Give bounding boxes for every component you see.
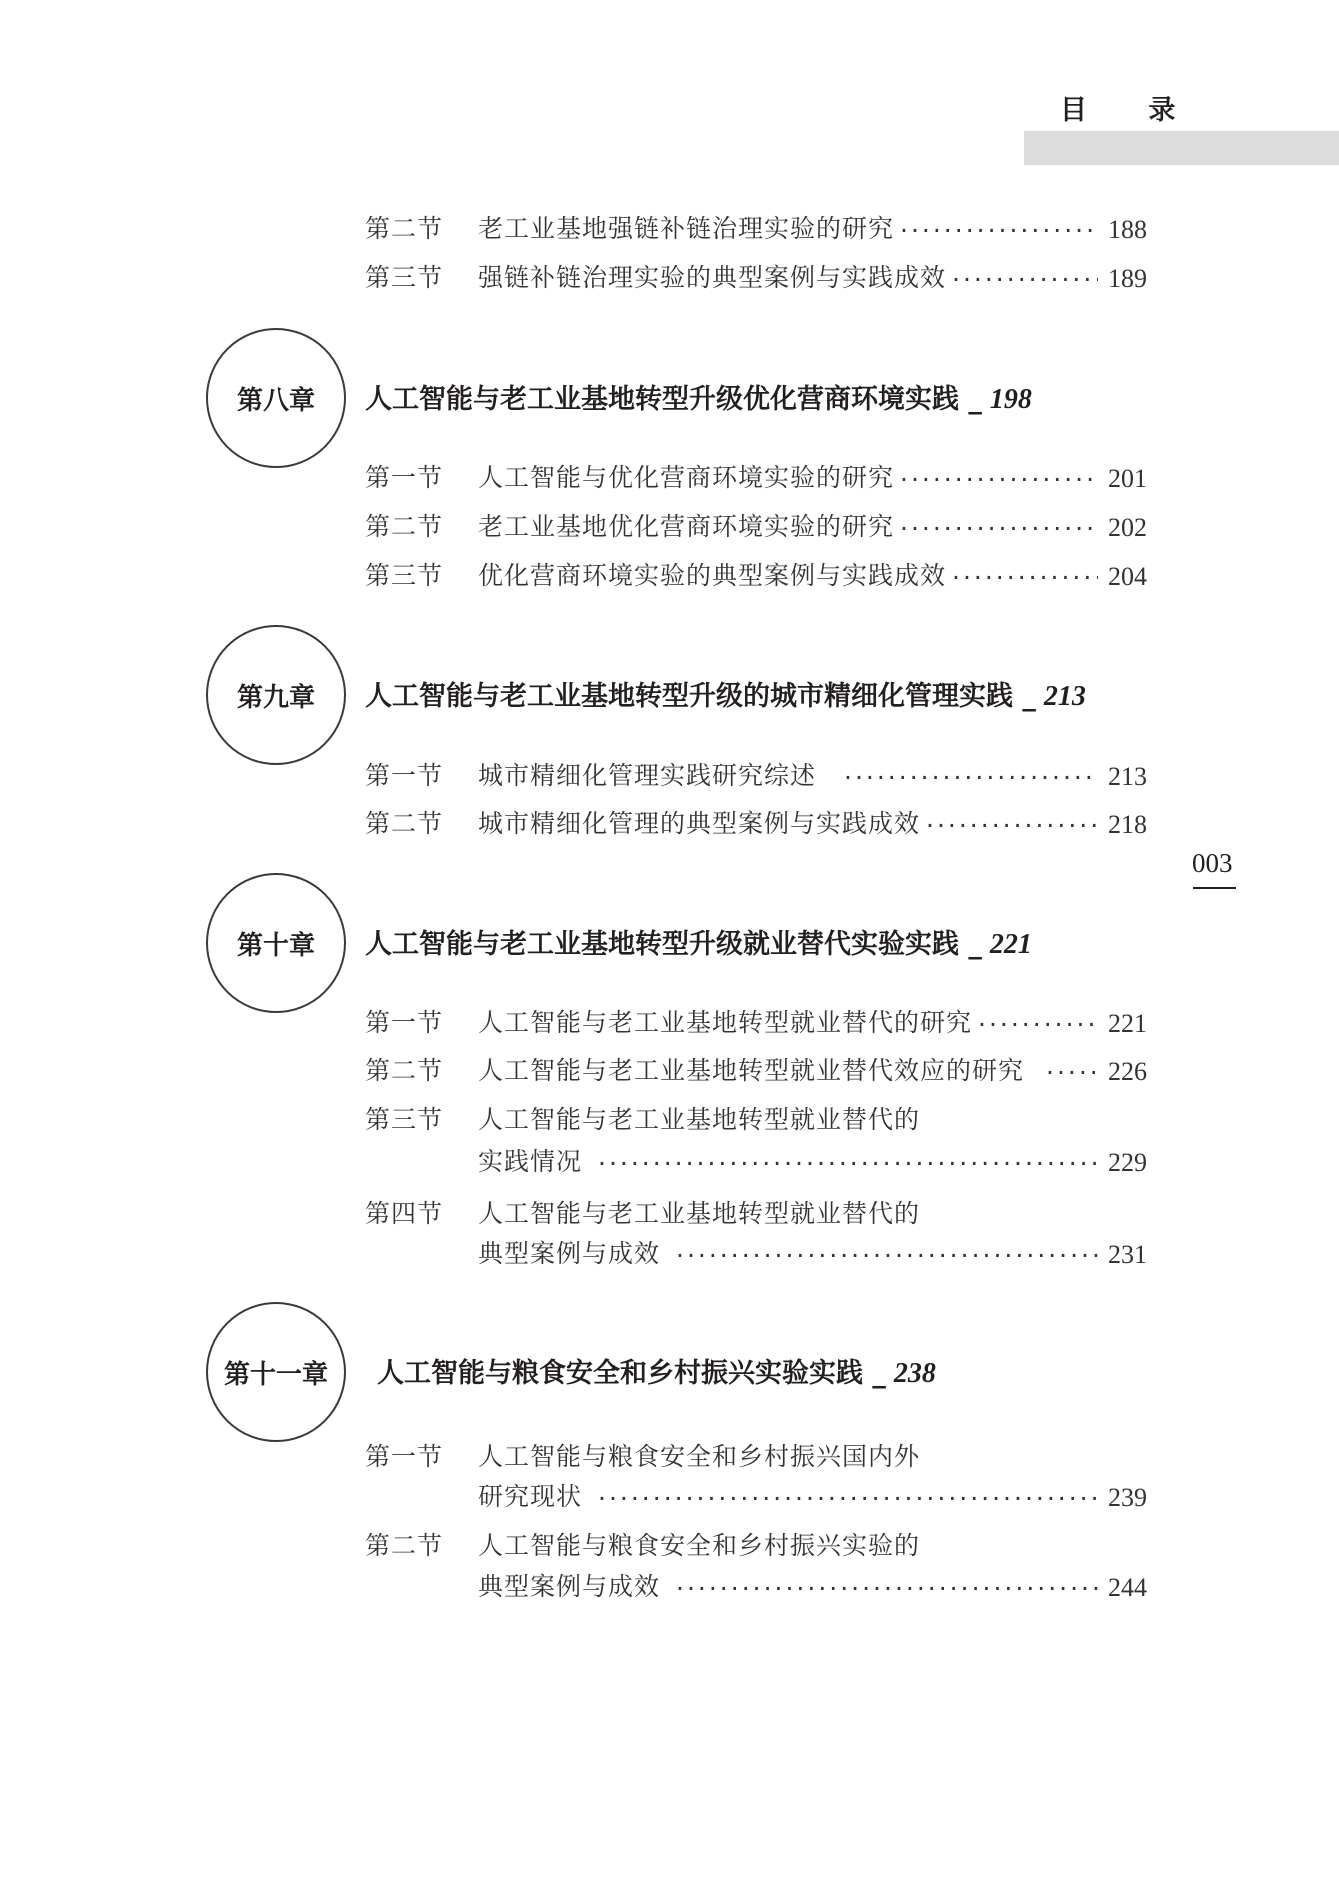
section-title: 老工业基地强链补链治理实验的研究	[478, 214, 895, 243]
chapter-badge: 第九章	[206, 625, 346, 765]
section-label: 第一节	[365, 463, 444, 492]
section-label: 第二节	[365, 1531, 444, 1560]
toc-section[interactable]	[365, 1053, 1147, 1087]
page-header-title: 目 录	[1060, 95, 1202, 126]
section-title-line2: 典型案例与成效	[478, 1572, 661, 1601]
section-page: 226	[1108, 1057, 1147, 1086]
chapter-title-text: 人工智能与老工业基地转型升级优化营商环境实践	[365, 384, 959, 415]
toc-section-heading[interactable]	[365, 1528, 1147, 1562]
section-title-line1: 人工智能与粮食安全和乡村振兴国内外	[478, 1442, 921, 1471]
chapter-title[interactable]: 人工智能与老工业基地转型升级的城市精细化管理实践 _ 213	[365, 681, 1086, 712]
section-label: 第一节	[365, 1008, 444, 1037]
toc-section[interactable]	[365, 211, 1147, 245]
toc-section-continuation[interactable]	[478, 1236, 1147, 1270]
chapter-title-text: 人工智能与老工业基地转型升级就业替代实验实践	[365, 929, 959, 960]
section-title: 人工智能与老工业基地转型就业替代的研究	[478, 1008, 973, 1037]
leader-dots	[978, 1010, 1098, 1039]
leader-dots	[900, 465, 1098, 494]
section-title-line2: 典型案例与成效	[478, 1239, 661, 1268]
toc-section[interactable]	[365, 509, 1147, 543]
section-page: 221	[1108, 1009, 1147, 1038]
toc-section-continuation[interactable]	[478, 1479, 1147, 1513]
section-page: 188	[1108, 215, 1147, 244]
section-page: 201	[1108, 464, 1147, 493]
toc-section-heading[interactable]	[365, 1196, 1147, 1230]
section-page: 218	[1108, 810, 1147, 839]
section-page: 213	[1108, 762, 1147, 791]
chapter-page: 238	[893, 1358, 936, 1389]
toc-section-continuation[interactable]	[478, 1144, 1147, 1178]
toc-section[interactable]	[365, 460, 1147, 494]
section-label: 第三节	[365, 263, 444, 292]
toc-section[interactable]	[365, 1005, 1147, 1039]
toc-section-continuation[interactable]	[478, 1569, 1147, 1603]
leader-dots	[676, 1241, 1098, 1270]
leader-dots	[926, 811, 1098, 840]
chapter-title[interactable]: 人工智能与老工业基地转型升级优化营商环境实践 _ 198	[365, 384, 1032, 415]
section-title: 老工业基地优化营商环境实验的研究	[478, 512, 895, 541]
section-label: 第二节	[365, 1056, 444, 1085]
section-title-line2: 实践情况	[478, 1147, 583, 1176]
chapter-page: 198	[989, 384, 1032, 415]
section-label: 第一节	[365, 1442, 444, 1471]
chapter-title-text: 人工智能与老工业基地转型升级的城市精细化管理实践	[365, 681, 1013, 712]
chapter-page: 213	[1043, 681, 1086, 712]
chapter-title[interactable]: 人工智能与粮食安全和乡村振兴实验实践 _ 238	[377, 1358, 936, 1389]
leader-dots	[598, 1149, 1098, 1178]
chapter-title[interactable]: 人工智能与老工业基地转型升级就业替代实验实践 _ 221	[365, 929, 1032, 960]
page-number-underline	[1193, 887, 1236, 889]
section-label: 第三节	[365, 1105, 444, 1134]
section-title: 优化营商环境实验的典型案例与实践成效	[478, 561, 947, 590]
section-label: 第二节	[365, 809, 444, 838]
section-page: 189	[1108, 264, 1147, 293]
toc-section[interactable]	[365, 260, 1147, 294]
leader-dots	[952, 563, 1098, 592]
chapter-badge: 第八章	[206, 328, 346, 468]
section-title: 人工智能与优化营商环境实验的研究	[478, 463, 895, 492]
toc-section-heading[interactable]	[365, 1102, 1147, 1136]
section-label: 第一节	[365, 761, 444, 790]
section-page: 202	[1108, 513, 1147, 542]
leader-dots	[900, 514, 1098, 543]
section-label: 第二节	[365, 512, 444, 541]
section-page: 204	[1108, 562, 1147, 591]
header-bar	[1024, 131, 1339, 165]
leader-dots	[844, 763, 1098, 792]
page-number: 003	[1192, 848, 1233, 878]
section-title-line1: 人工智能与老工业基地转型就业替代的	[478, 1199, 921, 1228]
leader-dots	[1046, 1058, 1098, 1087]
section-title: 强链补链治理实验的典型案例与实践成效	[478, 263, 947, 292]
section-title-line1: 人工智能与粮食安全和乡村振兴实验的	[478, 1531, 921, 1560]
chapter-page: 221	[989, 929, 1032, 960]
section-page: 229	[1108, 1148, 1147, 1177]
section-title: 人工智能与老工业基地转型就业替代效应的研究	[478, 1056, 1025, 1085]
leader-dots	[676, 1574, 1098, 1603]
leader-dots	[900, 216, 1098, 245]
section-label: 第二节	[365, 214, 444, 243]
section-page: 231	[1108, 1240, 1147, 1269]
leader-dots	[952, 265, 1098, 294]
toc-section-heading[interactable]	[365, 1439, 1147, 1473]
section-page: 244	[1108, 1573, 1147, 1602]
leader-dots	[598, 1484, 1098, 1513]
section-label: 第三节	[365, 561, 444, 590]
chapter-title-text: 人工智能与粮食安全和乡村振兴实验实践	[377, 1358, 863, 1389]
chapter-badge: 第十一章	[206, 1302, 346, 1442]
toc-section[interactable]	[365, 558, 1147, 592]
section-title: 城市精细化管理的典型案例与实践成效	[478, 809, 921, 838]
section-title-line2: 研究现状	[478, 1482, 583, 1511]
section-title: 城市精细化管理实践研究综述	[478, 761, 817, 790]
section-label: 第四节	[365, 1199, 444, 1228]
toc-section[interactable]	[365, 806, 1147, 840]
toc-section[interactable]	[365, 758, 1147, 792]
section-title-line1: 人工智能与老工业基地转型就业替代的	[478, 1105, 921, 1134]
section-page: 239	[1108, 1483, 1147, 1512]
chapter-badge: 第十章	[206, 873, 346, 1013]
